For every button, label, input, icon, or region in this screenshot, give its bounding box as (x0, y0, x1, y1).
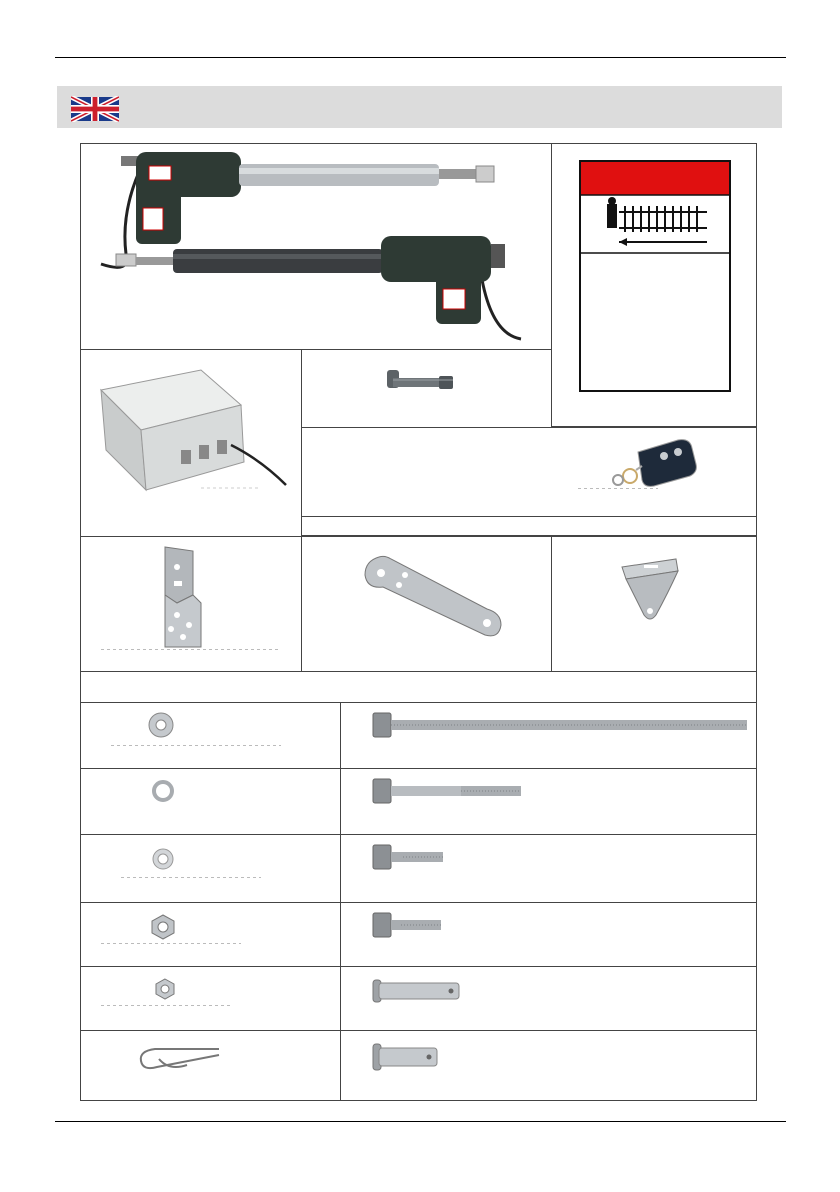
link-arm-plate-image (357, 547, 507, 647)
faded-label-line (111, 745, 281, 746)
release-key-image (377, 368, 467, 408)
footer-rule (55, 1121, 786, 1122)
large-washer-image (147, 711, 175, 739)
large-nut-cell (80, 902, 341, 967)
small-nut-cell (80, 966, 341, 1031)
faded-label-line (101, 943, 241, 944)
header-rule (55, 57, 786, 58)
medium-bolt-image (371, 777, 531, 807)
warning-sign-cell (551, 143, 757, 427)
spring-washer-cell (80, 768, 341, 835)
short-bolt-image (371, 843, 451, 873)
language-banner (57, 86, 782, 128)
faded-label-line (121, 877, 261, 878)
control-box-cell (80, 349, 302, 537)
r-clip-image (135, 1041, 225, 1077)
clevis-pin-long-image (371, 977, 471, 1007)
remote-control-cell (301, 427, 757, 517)
linear-actuators-image (81, 144, 551, 349)
clevis-pin-short-image (371, 1041, 451, 1075)
faded-label-line (101, 649, 281, 650)
release-key-cell (301, 349, 552, 428)
short-bolt-2-cell (340, 902, 757, 967)
long-threaded-bolt-image (371, 711, 751, 741)
long-bolt-cell (340, 702, 757, 769)
mounting-bracket-image (157, 543, 217, 653)
short-pin-cell (340, 1030, 757, 1101)
uk-flag-icon (71, 96, 119, 122)
control-box-image (81, 350, 301, 536)
link-arm-cell (301, 536, 552, 672)
sliding-gate-warning-icon (579, 160, 731, 392)
spring-washer-image (151, 779, 175, 803)
empty-label-row (301, 516, 757, 536)
actuators-cell (80, 143, 552, 350)
short-bolt-cell (340, 834, 757, 903)
flat-washer-cell (80, 834, 341, 903)
faded-label-line (578, 488, 658, 489)
washer-large-cell (80, 702, 341, 769)
short-bolt-image (371, 911, 451, 941)
hardware-header-row (80, 671, 757, 703)
faded-label-line (101, 1005, 231, 1006)
small-hex-nut-image (153, 977, 177, 1001)
r-clip-cell (80, 1030, 341, 1101)
angle-bracket-image (616, 553, 686, 627)
large-hex-nut-image (149, 913, 177, 941)
angle-bracket-cell (551, 536, 757, 672)
medium-bolt-cell (340, 768, 757, 835)
flat-washer-image (151, 847, 175, 871)
long-pin-cell (340, 966, 757, 1031)
mounting-bracket-cell (80, 536, 302, 672)
remote-control-image (598, 434, 708, 496)
